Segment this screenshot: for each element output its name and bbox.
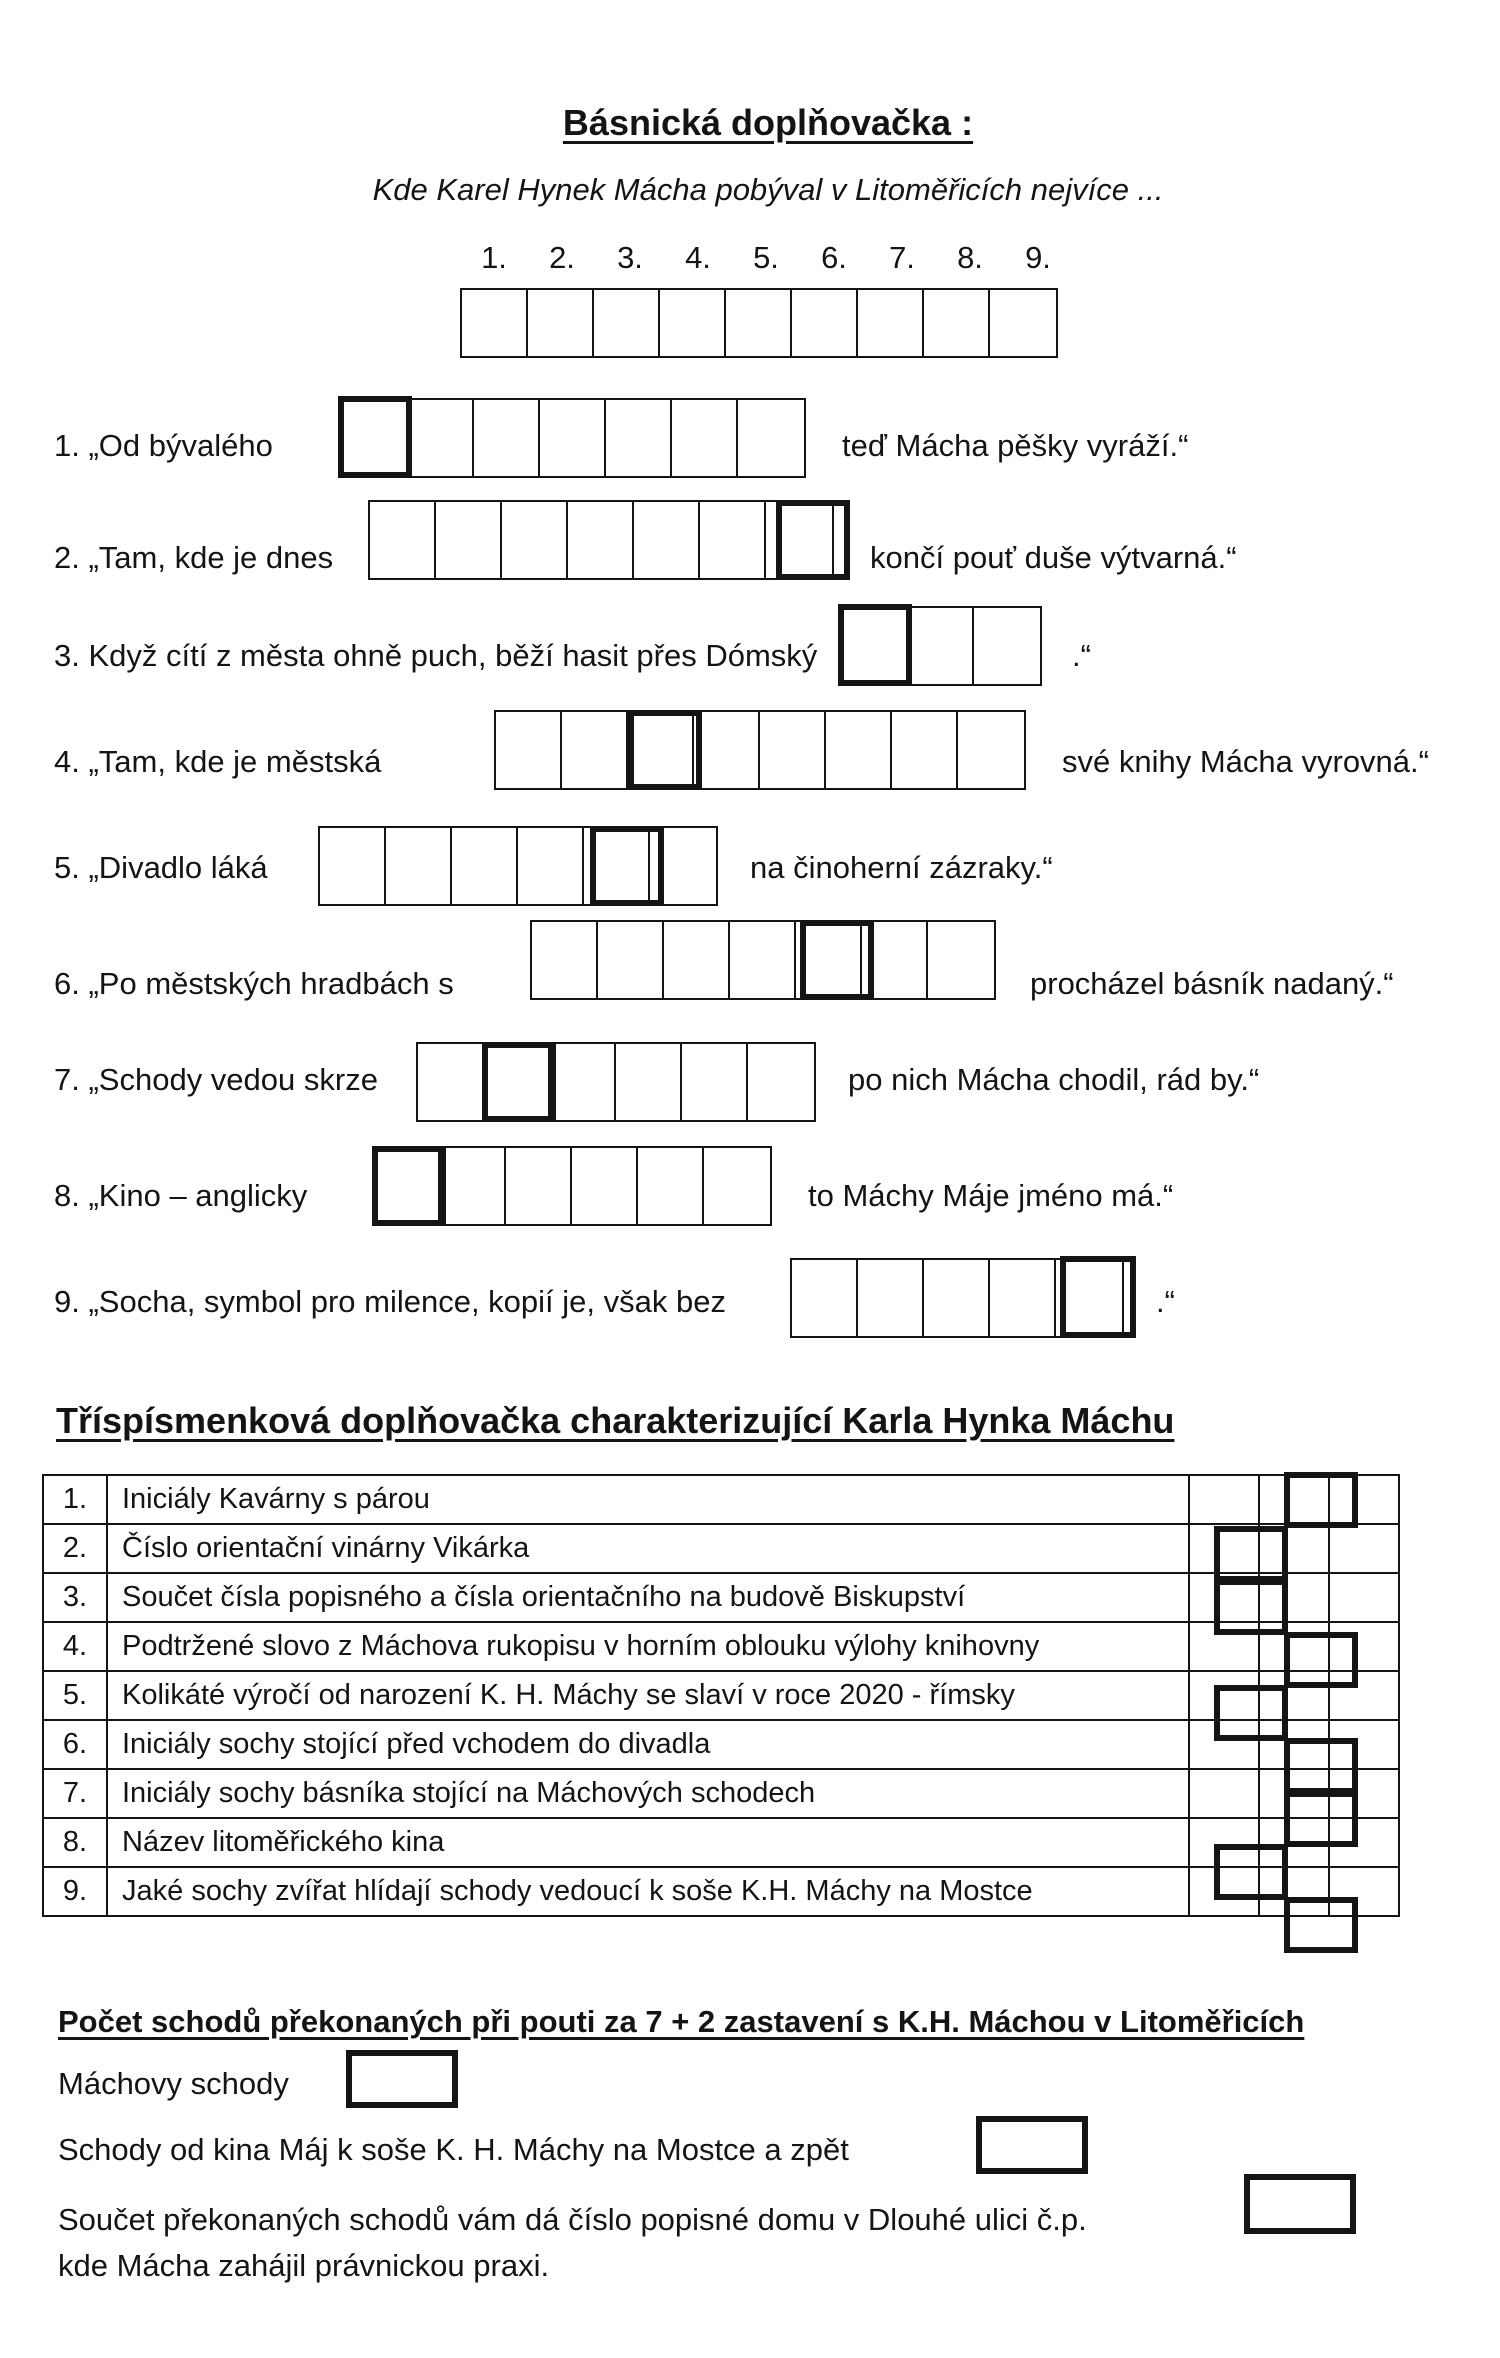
answer-cell[interactable]: [682, 1044, 748, 1120]
answer-cell[interactable]: [892, 712, 958, 788]
row-number: 9.: [43, 1867, 107, 1916]
highlighted-cell: [1060, 1256, 1136, 1338]
answer-cell[interactable]: [502, 502, 568, 578]
answer-cell[interactable]: [440, 1148, 506, 1224]
solution-number: 5.: [753, 240, 779, 275]
answer-cell[interactable]: [634, 502, 700, 578]
solution-number: 8.: [957, 240, 983, 275]
answer-cell[interactable]: [694, 712, 760, 788]
highlighted-cell: [482, 1042, 556, 1122]
answer-cell[interactable]: [730, 922, 796, 998]
clue-answer-grid[interactable]: [416, 1042, 816, 1122]
answer-cell[interactable]: [598, 922, 664, 998]
solution-cell[interactable]: [594, 290, 660, 356]
highlighted-cell: [800, 920, 874, 1000]
highlighted-cell: [1214, 1844, 1288, 1900]
letter-cell[interactable]: [1189, 1769, 1259, 1818]
table-row: [43, 1475, 1399, 1524]
row-clue: Iniciály sochy básníka stojící na Máchových schodech: [107, 1769, 1189, 1818]
answer-cell[interactable]: [320, 828, 386, 904]
answer-cell[interactable]: [550, 1044, 616, 1120]
answer-cell[interactable]: [748, 1044, 814, 1120]
answer-cell[interactable]: [386, 828, 452, 904]
clue-text-after: .“: [1156, 1284, 1175, 1319]
answer-cell[interactable]: [826, 712, 892, 788]
row-clue: Jaké sochy zvířat hlídají schody vedoucí k soše K.H. Máchy na Mostce: [107, 1867, 1189, 1916]
clue-text-before: 4. „Tam, kde je městská: [54, 744, 382, 779]
highlighted-cell: [1214, 1526, 1288, 1582]
row-clue: Kolikáté výročí od narození K. H. Máchy se slaví v roce 2020 - římsky: [107, 1671, 1189, 1720]
solution-cell[interactable]: [990, 290, 1056, 356]
row-number: 5.: [43, 1671, 107, 1720]
steps-label-kino: Schody od kina Máj k soše K. H. Máchy na Mostce a zpět: [58, 2132, 849, 2167]
answer-cell[interactable]: [408, 400, 474, 476]
answer-cell[interactable]: [672, 400, 738, 476]
row-clue: Název litoměřického kina: [107, 1818, 1189, 1867]
solution-number: 3.: [617, 240, 643, 275]
answer-cell[interactable]: [496, 712, 562, 788]
row-clue: Součet čísla popisného a čísla orientačního na budově Biskupství: [107, 1573, 1189, 1622]
clue-answer-grid[interactable]: [494, 710, 1026, 790]
answer-cell[interactable]: [908, 608, 974, 684]
answer-cell[interactable]: [638, 1148, 704, 1224]
answer-cell[interactable]: [606, 400, 672, 476]
row-clue: Iniciály Kavárny s párou: [107, 1475, 1189, 1524]
clue-text-after: po nich Mácha chodil, rád by.“: [848, 1062, 1260, 1097]
solution-cell[interactable]: [858, 290, 924, 356]
clue-text-before: 5. „Divadlo láká: [54, 850, 268, 885]
clue-text-before: 6. „Po městských hradbách s: [54, 966, 454, 1001]
solution-cell[interactable]: [528, 290, 594, 356]
clue-text-before: 3. Když cítí z města ohně puch, běží hasit přes Dómský: [54, 638, 818, 673]
table-row: [43, 1622, 1399, 1671]
solution-cell[interactable]: [726, 290, 792, 356]
clue-text-after: .“: [1072, 638, 1091, 673]
page-subtitle: Kde Karel Hynek Mácha pobýval v Litoměřicích nejvíce ...: [372, 172, 1164, 207]
answer-cell[interactable]: [704, 1148, 770, 1224]
answer-cell[interactable]: [924, 1260, 990, 1336]
highlighted-cell: [1214, 1579, 1288, 1635]
section-title-three-letter: Tříspísmenková doplňovačka charakterizující Karla Hynka Máchu: [56, 1400, 1175, 1441]
answer-cell[interactable]: [568, 502, 634, 578]
highlighted-cell: [1284, 1632, 1358, 1688]
row-number: 6.: [43, 1720, 107, 1769]
highlighted-cell: [838, 604, 912, 686]
clue-text-before: 2. „Tam, kde je dnes: [54, 540, 334, 575]
solution-cell[interactable]: [660, 290, 726, 356]
row-clue: Podtržené slovo z Máchova rukopisu v horním oblouku výlohy knihovny: [107, 1622, 1189, 1671]
highlighted-cell: [1284, 1897, 1358, 1953]
highlighted-cell: [338, 396, 412, 478]
solution-number: 7.: [889, 240, 915, 275]
answer-cell[interactable]: [562, 712, 628, 788]
solution-number: 1.: [481, 240, 507, 275]
answer-cell[interactable]: [664, 922, 730, 998]
highlighted-cell: [590, 826, 664, 906]
highlighted-cell: [1284, 1791, 1358, 1847]
steps-input-kino[interactable]: [976, 2116, 1088, 2174]
row-number: 8.: [43, 1818, 107, 1867]
letter-cell[interactable]: [1329, 1573, 1399, 1622]
section-title-steps: Počet schodů překonaných při pouti za 7 + 2 zastavení s K.H. Máchou v Litoměřicích: [58, 2004, 1305, 2039]
row-number: 1.: [43, 1475, 107, 1524]
steps-input-sum[interactable]: [1244, 2174, 1356, 2234]
answer-cell[interactable]: [474, 400, 540, 476]
answer-cell[interactable]: [974, 608, 1040, 684]
table-row: [43, 1671, 1399, 1720]
highlighted-cell: [1214, 1685, 1288, 1741]
solution-number: 2.: [549, 240, 575, 275]
page-title: Básnická doplňovačka :: [562, 102, 974, 143]
answer-cell[interactable]: [990, 1260, 1056, 1336]
solution-cell[interactable]: [924, 290, 990, 356]
clue-text-before: 9. „Socha, symbol pro milence, kopií je, však bez: [54, 1284, 726, 1319]
answer-cell[interactable]: [518, 828, 584, 904]
table-row: [43, 1769, 1399, 1818]
clue-answer-grid[interactable]: [368, 500, 834, 580]
solution-number: 9.: [1025, 240, 1051, 275]
answer-cell[interactable]: [616, 1044, 682, 1120]
answer-cell[interactable]: [792, 1260, 858, 1336]
table-row: [43, 1524, 1399, 1573]
solution-grid[interactable]: [460, 288, 1058, 358]
table-row: [43, 1573, 1399, 1622]
clue-text-before: 1. „Od bývalého: [54, 428, 273, 463]
clue-text-after: končí pouť duše výtvarná.“: [870, 540, 1237, 575]
table-row: [43, 1720, 1399, 1769]
answer-cell[interactable]: [700, 502, 766, 578]
highlighted-cell: [1284, 1472, 1358, 1528]
row-number: 2.: [43, 1524, 107, 1573]
row-number: 7.: [43, 1769, 107, 1818]
answer-cell[interactable]: [532, 922, 598, 998]
clue-answer-grid[interactable]: [530, 920, 996, 1000]
clue-text-after: své knihy Mácha vyrovná.“: [1062, 744, 1429, 779]
row-clue: Číslo orientační vinárny Vikárka: [107, 1524, 1189, 1573]
highlighted-cell: [628, 710, 702, 790]
answer-cell[interactable]: [540, 400, 606, 476]
table-row: [43, 1867, 1399, 1916]
row-number: 3.: [43, 1573, 107, 1622]
answer-cell[interactable]: [760, 712, 826, 788]
answer-cell[interactable]: [418, 1044, 484, 1120]
answer-cell[interactable]: [506, 1148, 572, 1224]
answer-cell[interactable]: [452, 828, 518, 904]
solution-number: 6.: [821, 240, 847, 275]
clue-text-after: teď Mácha pěšky vyráží.“: [842, 428, 1189, 463]
table-row: [43, 1818, 1399, 1867]
highlighted-cell: [372, 1146, 446, 1226]
steps-input-machovy[interactable]: [346, 2050, 458, 2108]
solution-cell[interactable]: [792, 290, 858, 356]
solution-number: 4.: [685, 240, 711, 275]
letter-cell[interactable]: [1329, 1524, 1399, 1573]
answer-cell[interactable]: [436, 502, 502, 578]
clue-text-after: procházel básník nadaný.“: [1030, 966, 1394, 1001]
solution-cell[interactable]: [462, 290, 528, 356]
steps-label-sum: Součet překonaných schodů vám dá číslo popisné domu v Dlouhé ulici č.p.: [58, 2202, 1087, 2237]
steps-label-sum-cont: kde Mácha zahájil právnickou praxi.: [58, 2248, 550, 2283]
highlighted-cell: [1284, 1738, 1358, 1794]
answer-cell[interactable]: [958, 712, 1024, 788]
row-number: 4.: [43, 1622, 107, 1671]
steps-label-machovy: Máchovy schody: [58, 2066, 289, 2101]
answer-cell[interactable]: [928, 922, 994, 998]
clue-text-before: 7. „Schody vedou skrze: [54, 1062, 378, 1097]
clue-text-after: na činoherní zázraky.“: [750, 850, 1053, 885]
answer-cell[interactable]: [370, 502, 436, 578]
three-letter-table: [42, 1474, 1400, 1917]
letter-cell[interactable]: [1189, 1475, 1259, 1524]
answer-cell[interactable]: [572, 1148, 638, 1224]
clue-text-after: to Máchy Máje jméno má.“: [808, 1178, 1174, 1213]
answer-cell[interactable]: [858, 1260, 924, 1336]
answer-cell[interactable]: [738, 400, 804, 476]
clue-text-before: 8. „Kino – anglicky: [54, 1178, 308, 1213]
row-clue: Iniciály sochy stojící před vchodem do divadla: [107, 1720, 1189, 1769]
highlighted-cell: [776, 500, 850, 580]
